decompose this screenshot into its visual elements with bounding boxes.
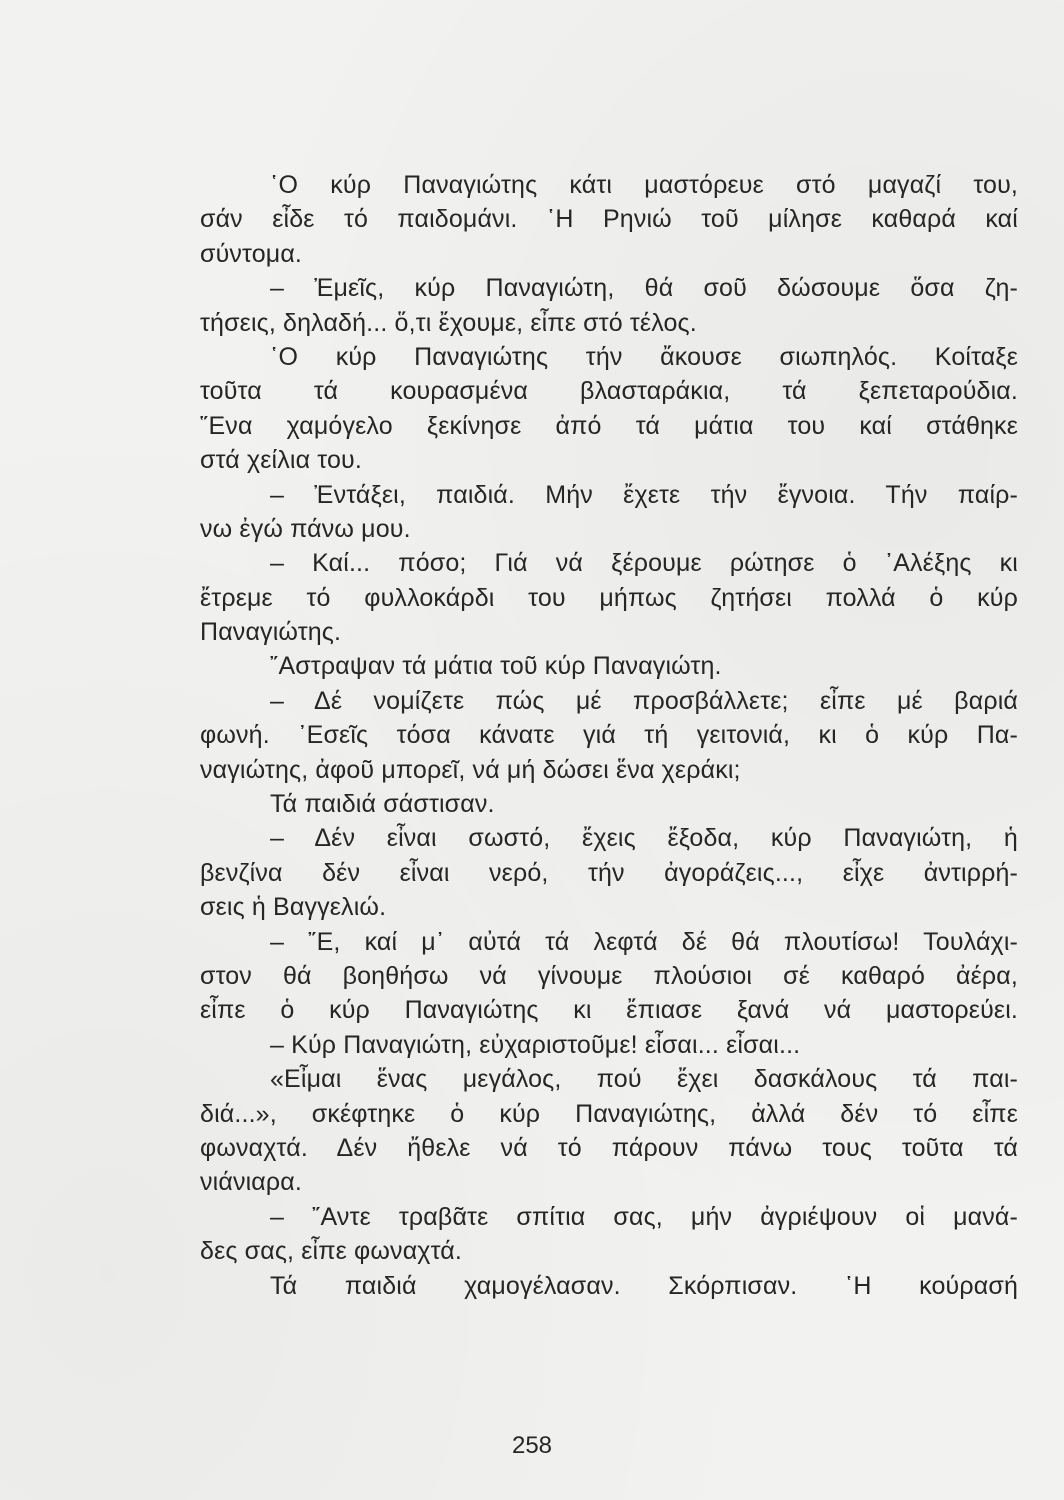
- text-line: ῾Ο κύρ Παναγιώτης τήν ἄκουσε σιωπηλός. Κοίταξε: [270, 342, 1018, 371]
- text-line: τήσεις, δηλαδή... ὅ,τι ἔχουμε, εἶπε στό τέλος.: [200, 308, 697, 337]
- page-number: 258: [511, 1432, 553, 1459]
- text-line: Παναγιώτης.: [200, 618, 342, 647]
- text-line: – Καί... πόσο; Γιά νά ξέρουμε ρώτησε ὁ ᾿Αλέξης κι: [270, 549, 1018, 578]
- text-line: Τά παιδιά χαμογέλασαν. Σκόρπισαν. ῾Η κούρασή: [270, 1271, 1018, 1300]
- text-line: σύντομα.: [200, 239, 303, 268]
- page-body-text: [200, 168, 1018, 1303]
- text-line: – Ἐντάξει, παιδιά. Μήν ἔχετε τήν ἔγνοια. Τήν παίρ-: [270, 480, 1018, 509]
- text-line: εἶπε ὁ κύρ Παναγιώτης κι ἔπιασε ξανά νά μαστορεύει.: [200, 996, 1018, 1025]
- text-line: Τά παιδιά σάστισαν.: [270, 790, 495, 819]
- text-line: νιάνιαρα.: [200, 1168, 302, 1197]
- text-line: – Δέν εἶναι σωστό, ἔχεις ἔξοδα, κύρ Παναγιώτη, ἡ: [270, 824, 1018, 853]
- text-line: ῎Αστραψαν τά μάτια τοῦ κύρ Παναγιώτη.: [270, 652, 722, 681]
- text-line: ῞Ενα χαμόγελο ξεκίνησε ἀπό τά μάτια του καί στάθηκε: [200, 411, 1018, 440]
- text-line: – Ἐμεῖς, κύρ Παναγιώτη, θά σοῦ δώσουμε ὅσα ζη-: [270, 274, 1018, 303]
- text-line: – Κύρ Παναγιώτη, εὐχαριστοῦμε! εἶσαι... εἶσαι...: [270, 1030, 801, 1059]
- text-line: διά...», σκέφτηκε ὁ κύρ Παναγιώτης, ἀλλά δέν τό εἶπε: [200, 1099, 1018, 1128]
- text-line: στον θά βοηθήσω νά γίνουμε πλούσιοι σέ καθαρό ἀέρα,: [200, 961, 1018, 990]
- text-line: – ῎Αντε τραβᾶτε σπίτια σας, μήν ἀγριέψουν οἱ μανά-: [270, 1202, 1018, 1231]
- text-line: τοῦτα τά κουρασμένα βλασταράκια, τά ξεπεταρούδια.: [200, 377, 1018, 406]
- text-line: νω ἐγώ πάνω μου.: [200, 514, 411, 543]
- text-line: ναγιώτης, ἀφοῦ μπορεῖ, νά μή δώσει ἕνα χεράκι;: [200, 755, 741, 784]
- text-line: – ῎Ε, καί μ᾿ αὐτά τά λεφτά δέ θά πλουτίσω! Τουλάχι-: [270, 927, 1018, 956]
- text-line: σεις ἡ Βαγγελιώ.: [200, 893, 387, 922]
- text-line: στά χείλια του.: [200, 446, 362, 475]
- text-line: – Δέ νομίζετε πώς μέ προσβάλλετε; εἶπε μέ βαριά: [270, 686, 1018, 715]
- text-line: ῾Ο κύρ Παναγιώτης κάτι μαστόρευε στό μαγαζί του,: [270, 171, 1018, 199]
- text-line: φωνή. ᾿Εσεῖς τόσα κάνατε γιά τή γειτονιά, κι ὁ κύρ Πα-: [200, 721, 1018, 750]
- text-line: ἔτρεμε τό φυλλοκάρδι του μήπως ζητήσει πολλά ὁ κύρ: [200, 583, 1018, 612]
- text-line: φωναχτά. Δέν ἤθελε νά τό πάρουν πάνω τους τοῦτα τά: [200, 1133, 1018, 1162]
- text-line: βενζίνα δέν εἶναι νερό, τήν ἀγοράζεις..., εἶχε ἀντιρρή-: [200, 858, 1018, 887]
- text-line: δες σας, εἶπε φωναχτά.: [200, 1237, 462, 1266]
- text-line: «Εἶμαι ἕνας μεγάλος, πού ἔχει δασκάλους τά παι-: [270, 1065, 1018, 1094]
- text-line: σάν εἶδε τό παιδομάνι. ῾Η Ρηνιώ τοῦ μίλησε καθαρά καί: [200, 205, 1018, 234]
